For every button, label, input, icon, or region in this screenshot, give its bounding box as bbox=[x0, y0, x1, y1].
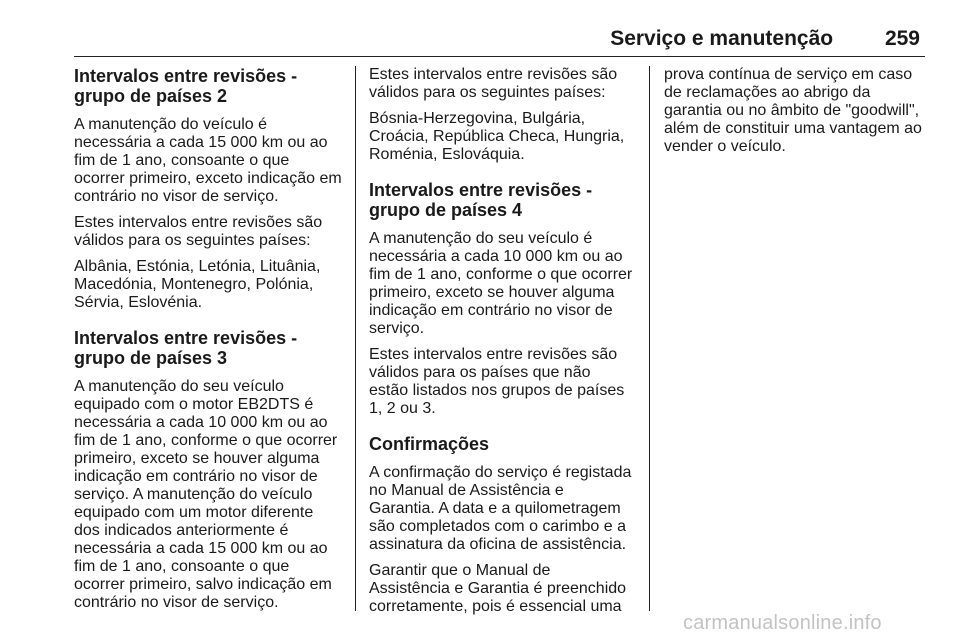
paragraph: Estes intervalos entre revisões são válidos para os países que não estão listados nos grupos de países 1, 2 ou 3. bbox=[369, 346, 625, 417]
watermark: carmanualsonline.info bbox=[683, 612, 882, 634]
heading-group-2: Intervalos entre revisões - grupo de países 2 bbox=[74, 66, 298, 106]
paragraph: Estes intervalos entre revisões são válidos para os seguintes países: bbox=[369, 66, 618, 101]
paragraph: Garantir que o Manual de Assistência e Garantia é preenchido corretamente, pois é essencial uma bbox=[369, 562, 627, 615]
paragraph: Bósnia-Herzegovina, Bulgária, Croácia, República Checa, Hungria, Roménia, Eslováquia. bbox=[369, 110, 625, 163]
heading-group-4: Intervalos entre revisões - grupo de países 4 bbox=[369, 180, 593, 220]
paragraph: A confirmação do serviço é registada no Manual de Assistência e Garantia. A data e a quilometragem são completados com o carimbo e a assinatura da oficina de assistência. bbox=[369, 464, 632, 553]
heading-group-3: Intervalos entre revisões - grupo de países 3 bbox=[74, 328, 298, 368]
paragraph: A manutenção do veículo é necessária a cada 15 000 km ou ao fim de 1 ano, consoante o que ocorrer primeiro, exceto indicação em contrário no visor de serviço. bbox=[74, 116, 342, 205]
page-number: 259 bbox=[884, 27, 920, 50]
column-3 bbox=[664, 66, 932, 164]
chapter-title: Serviço e manutenção bbox=[610, 27, 834, 50]
paragraph: Estes intervalos entre revisões são válidos para os seguintes países: bbox=[74, 214, 323, 249]
column-2 bbox=[369, 66, 633, 624]
page-header bbox=[610, 27, 920, 51]
paragraph: A manutenção do seu veículo equipado com o motor EB2DTS é necessária a cada 10 000 km ou ao fim de 1 ano, conforme o que ocorrer primeiro, exceto se houver alguma indicação em contrário no visor de serviço. A manutenção do veículo equipado com um motor diferente dos indicados anteriormente é necessária a cada 15 000 km ou ao fim de 1 ano, consoante o que ocorrer primeiro, salvo indicação em contrário no visor de serviço. bbox=[74, 378, 338, 611]
header-rule bbox=[74, 56, 925, 57]
heading-confirmacoes: Confirmações bbox=[369, 434, 490, 454]
paragraph: prova contínua de serviço em caso de reclamações ao abrigo da garantia ou no âmbito de "goodwill", além de constituir uma vantagem ao vender o veículo. bbox=[664, 66, 922, 155]
column-1 bbox=[74, 66, 342, 620]
column-divider bbox=[355, 66, 356, 611]
paragraph: A manutenção do seu veículo é necessária a cada 10 000 km ou ao fim de 1 ano, conforme o que ocorrer primeiro, exceto se houver alguma indicação em contrário no visor de serviço. bbox=[369, 230, 633, 337]
paragraph: Albânia, Estónia, Letónia, Lituânia, Macedónia, Montenegro, Polónia, Sérvia, Eslovénia. bbox=[74, 258, 321, 311]
column-divider bbox=[649, 66, 650, 611]
